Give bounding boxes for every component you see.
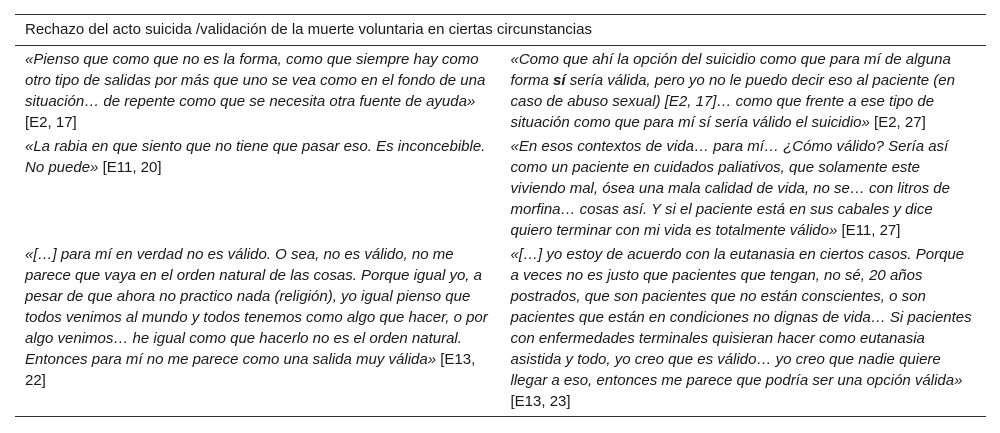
table-cell [15,46,501,134]
table-row [15,46,986,134]
quote-text: «[…] para mí en verdad no es válido. O sea, no es válido, no me parece que vaya en el orden natural de las cosas. Porque igual yo, a pesar de que ahora no practico nada (religión), yo igual pienso que todos venimos al mundo y todos tenemos como algo que hacer, o por algo venimos… he igual como que hacerlo no es el orden natural. Entonces para mí no me parece como una salida muy válida» [25,246,488,368]
table-cell [15,133,501,241]
table-header-row [15,15,986,46]
quote-text: «[…] yo estoy de acuerdo con la eutanasia en ciertos casos. Porque a veces no es justo que pacientes que tengan, no sé, 20 años postrados, que son pacientes que no están conscientes, o son pacientes que están en condiciones no dignas de vida… Si pacientes con enfermedades terminales quisieran hacer como eutanasia asistida y todo, yo creo que es válido… yo creo que nadie quiere llegar a eso, entonces me parece que podría ser una opción válida» [510,246,972,389]
quote-text-part: «Como que ahí la opción del suicidio como que para mí de alguna forma [510,51,951,89]
quote-text: «La rabia en que siento que no tiene que pasar eso. Es inconcebible. No puede» [25,138,486,176]
quote-reference: [E2, 17] [25,114,77,131]
quote-text: «Pienso que como que no es la forma, como que siempre hay como otro tipo de salidas por más que uno se vea como en el fondo de una situación… de repente como que se necesita otra fuente de ayuda» [25,51,486,110]
quote-text: «En esos contextos de vida… para mí… ¿Cómo válido? Sería así como un paciente en cuidados paliativos, que solamente este viviendo mal, ósea una mala calidad de vida, no se… con litros de morfina… cosas así. Y si el paciente está en sus cabales y dice quiero terminar con mi vida es totalmente válido» [510,138,950,239]
quotes-table-container [15,14,986,417]
quote-reference: [E2, 27] [874,114,926,131]
table-cell [501,133,987,241]
table-row [15,241,986,417]
quote-text-emphasis: sí [553,72,566,89]
table-row [15,133,986,241]
table-cell [501,241,987,417]
quote-reference: [E11, 27] [841,222,901,239]
table-header: Rechazo del acto suicida /validación de la muerte voluntaria en ciertas circunstancias [15,15,986,46]
table-cell [501,46,987,134]
quote-reference: [E13, 22] [25,351,476,389]
quote-text-part: sería válida, pero yo no le puedo decir eso al paciente (en caso de abuso sexual) [E2, 17]… como que frente a ese tipo de situación como que para mí sí sería válido el suicidio» [510,72,955,131]
quotes-table [15,14,986,417]
quote-reference: [E13, 23] [510,393,571,410]
table-cell [15,241,501,417]
quote-reference: [E11, 20] [102,159,162,176]
